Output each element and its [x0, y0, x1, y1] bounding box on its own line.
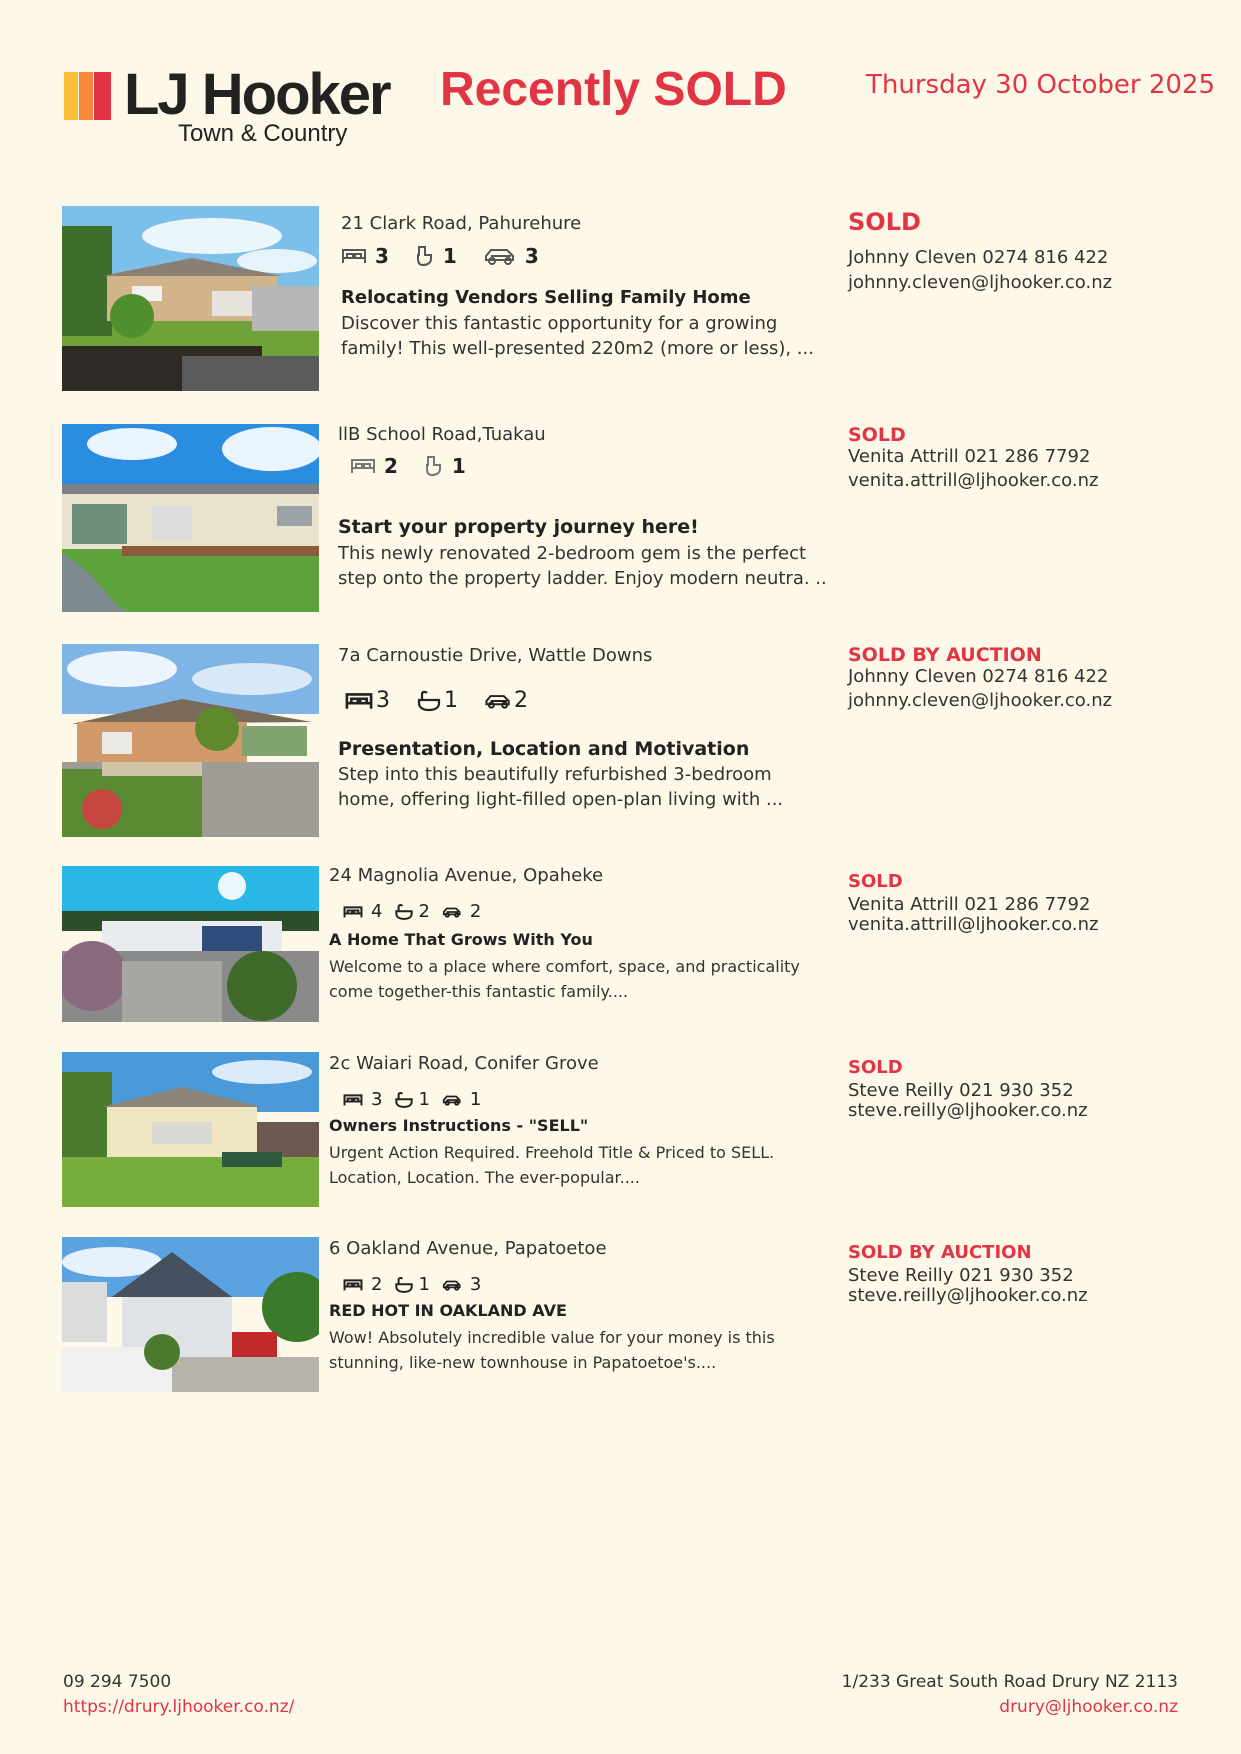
agent-contact: Venita Attrill 021 286 7792: [848, 894, 1091, 915]
car-count: 3: [469, 1274, 482, 1295]
agent-email[interactable]: johnny.cleven@ljhooker.co.nz: [848, 690, 1113, 711]
listing-description: [329, 1325, 775, 1375]
listing-desc-line: family! This well-presented 220m2 (more or less), ...: [341, 338, 814, 359]
agent-email[interactable]: johnny.cleven@ljhooker.co.nz: [848, 272, 1113, 293]
listing-desc-line: This newly renovated 2-bedroom gem is the perfect: [338, 543, 807, 564]
bath-count: 1: [444, 688, 458, 713]
bath-icon: [394, 1091, 414, 1109]
bed-feature: [350, 454, 398, 478]
car-count: 1: [469, 1089, 482, 1110]
listing-desc-line: Wow! Absolutely incredible value for your money is this: [329, 1328, 775, 1347]
property-photo[interactable]: [62, 866, 319, 1022]
agent-contact: Johnny Cleven 0274 816 422: [848, 247, 1109, 268]
property-photo[interactable]: [62, 424, 319, 612]
listing-desc-line: stunning, like-new townhouse in Papatoetoe's....: [329, 1353, 717, 1372]
bed-count: 3: [375, 244, 389, 268]
footer-website-link[interactable]: https://drury.ljhooker.co.nz/: [63, 1697, 295, 1717]
listing-features: [344, 688, 554, 713]
listing-desc-line: Step into this beautifully refurbished 3-bedroom: [338, 764, 772, 785]
bed-feature: [341, 244, 389, 268]
listing-features: [343, 901, 507, 922]
listing-headline: Start your property journey here!: [338, 516, 699, 538]
bed-feature: [343, 1274, 382, 1295]
car-feature: [483, 244, 539, 268]
listing-address: 2c Waiari Road, Conifer Grove: [329, 1053, 599, 1074]
bath-feature: [416, 688, 458, 713]
sold-status: SOLD BY AUCTION: [848, 644, 1042, 666]
listing-features: [343, 1274, 507, 1295]
property-photo[interactable]: [62, 1237, 319, 1392]
listing-description: [338, 762, 783, 812]
listing-desc-line: Discover this fantastic opportunity for a growing: [341, 313, 778, 334]
listing-card[interactable]: [62, 206, 1202, 391]
car-count: 2: [469, 901, 482, 922]
listing-card[interactable]: [62, 1052, 1202, 1207]
bed-count: 2: [371, 1274, 383, 1295]
agent-email[interactable]: steve.reilly@ljhooker.co.nz: [848, 1100, 1088, 1121]
bed-count: 3: [371, 1089, 383, 1110]
bath-count: 1: [418, 1274, 430, 1295]
listing-features: [343, 1089, 507, 1110]
car-icon: [484, 691, 512, 711]
bed-icon: [343, 904, 363, 920]
listing-desc-line: Location, Location. The ever-popular....: [329, 1168, 640, 1187]
listing-desc-line: Urgent Action Required. Freehold Title & Priced to SELL.: [329, 1143, 775, 1162]
listing-card[interactable]: [62, 424, 1202, 612]
listing-description: [329, 1140, 774, 1190]
sold-status: SOLD: [848, 208, 921, 236]
bath-icon: [394, 903, 414, 921]
listing-address: 21 Clark Road, Pahurehure: [341, 213, 582, 234]
listing-features: [341, 244, 565, 268]
listing-desc-line: come together-this fantastic family....: [329, 982, 629, 1001]
bath-icon: [394, 1276, 414, 1294]
car-feature: [484, 688, 528, 713]
listing-headline: RED HOT IN OAKLAND AVE: [329, 1301, 567, 1320]
bed-icon: [350, 456, 376, 476]
agent-email[interactable]: steve.reilly@ljhooker.co.nz: [848, 1285, 1088, 1306]
car-icon: [442, 905, 462, 919]
bath-icon: [416, 689, 442, 713]
bed-count: 4: [371, 901, 383, 922]
listing-desc-line: step onto the property ladder. Enjoy modern neutra. ..: [338, 568, 827, 589]
bed-feature: [344, 688, 390, 713]
sold-status: SOLD: [848, 1057, 903, 1078]
agent-contact: Steve Reilly 021 930 352: [848, 1080, 1074, 1101]
listing-headline: A Home That Grows With You: [329, 930, 593, 949]
logo-wordmark: LJ Hooker: [124, 62, 390, 127]
agent-contact: Venita Attrill 021 286 7792: [848, 446, 1091, 467]
car-feature: [442, 901, 481, 922]
agent-contact: Johnny Cleven 0274 816 422: [848, 666, 1109, 687]
listing-address: llB School Road,Tuakau: [338, 424, 546, 445]
listing-headline: Owners Instructions - "SELL": [329, 1116, 589, 1135]
bath-count: 1: [442, 244, 457, 268]
bath-feature: [415, 244, 457, 268]
car-count: 2: [514, 688, 528, 713]
listing-address: 7a Carnoustie Drive, Wattle Downs: [338, 645, 653, 666]
car-count: 3: [524, 244, 539, 268]
listing-desc-line: home, offering light-filled open-plan living with ...: [338, 789, 784, 810]
car-feature: [442, 1089, 481, 1110]
footer-phone[interactable]: 09 294 7500: [63, 1672, 172, 1692]
agent-email[interactable]: venita.attrill@ljhooker.co.nz: [848, 470, 1099, 491]
listing-card[interactable]: [62, 1237, 1202, 1392]
car-feature: [442, 1274, 481, 1295]
property-photo[interactable]: [62, 644, 319, 837]
bath-count: 2: [418, 901, 430, 922]
listing-address: 24 Magnolia Avenue, Opaheke: [329, 865, 604, 886]
bath-count: 1: [451, 454, 466, 478]
bed-count: 2: [384, 454, 398, 478]
bath-feature: [394, 901, 429, 922]
listing-description: [338, 541, 827, 591]
property-photo[interactable]: [62, 1052, 319, 1207]
property-photo[interactable]: [62, 206, 319, 391]
sold-status: SOLD BY AUCTION: [848, 1242, 1032, 1263]
listing-address: 6 Oakland Avenue, Papatoetoe: [329, 1238, 607, 1259]
sold-status: SOLD: [848, 871, 903, 892]
bath-feature: [394, 1274, 429, 1295]
sold-status: SOLD: [848, 424, 906, 446]
logo-tagline: Town & Country: [178, 120, 348, 147]
bath-feature: [424, 454, 466, 478]
listing-description: [329, 954, 800, 1004]
page-title: Recently SOLD: [440, 63, 787, 116]
listing-card[interactable]: [62, 866, 1202, 1022]
listing-desc-line: Welcome to a place where comfort, space, and practicality: [329, 957, 800, 976]
listing-headline: Presentation, Location and Motivation: [338, 738, 750, 760]
footer-email-link[interactable]: drury@ljhooker.co.nz: [999, 1697, 1178, 1717]
bed-icon: [343, 1277, 363, 1293]
bed-feature: [343, 901, 382, 922]
logo-bars-icon: [64, 72, 114, 120]
bath-icon: [415, 245, 435, 267]
listing-headline: Relocating Vendors Selling Family Home: [341, 287, 751, 308]
bed-icon: [341, 246, 367, 266]
bed-icon: [343, 1092, 363, 1108]
bed-count: 3: [376, 688, 390, 713]
bath-icon: [424, 455, 444, 477]
lj-hooker-logo: [62, 62, 390, 152]
bath-count: 1: [418, 1089, 430, 1110]
listing-features: [350, 454, 492, 478]
listing-card[interactable]: [62, 644, 1202, 837]
footer-office-address: 1/233 Great South Road Drury NZ 2113: [841, 1672, 1178, 1692]
bath-feature: [394, 1089, 429, 1110]
car-icon: [442, 1093, 462, 1107]
car-icon: [483, 246, 517, 266]
bed-icon: [344, 690, 374, 712]
car-icon: [442, 1278, 462, 1292]
page-date: Thursday 30 October 2025: [866, 70, 1215, 100]
agent-contact: Steve Reilly 021 930 352: [848, 1265, 1074, 1286]
bed-feature: [343, 1089, 382, 1110]
agent-email[interactable]: venita.attrill@ljhooker.co.nz: [848, 914, 1099, 935]
listing-description: [341, 311, 814, 361]
